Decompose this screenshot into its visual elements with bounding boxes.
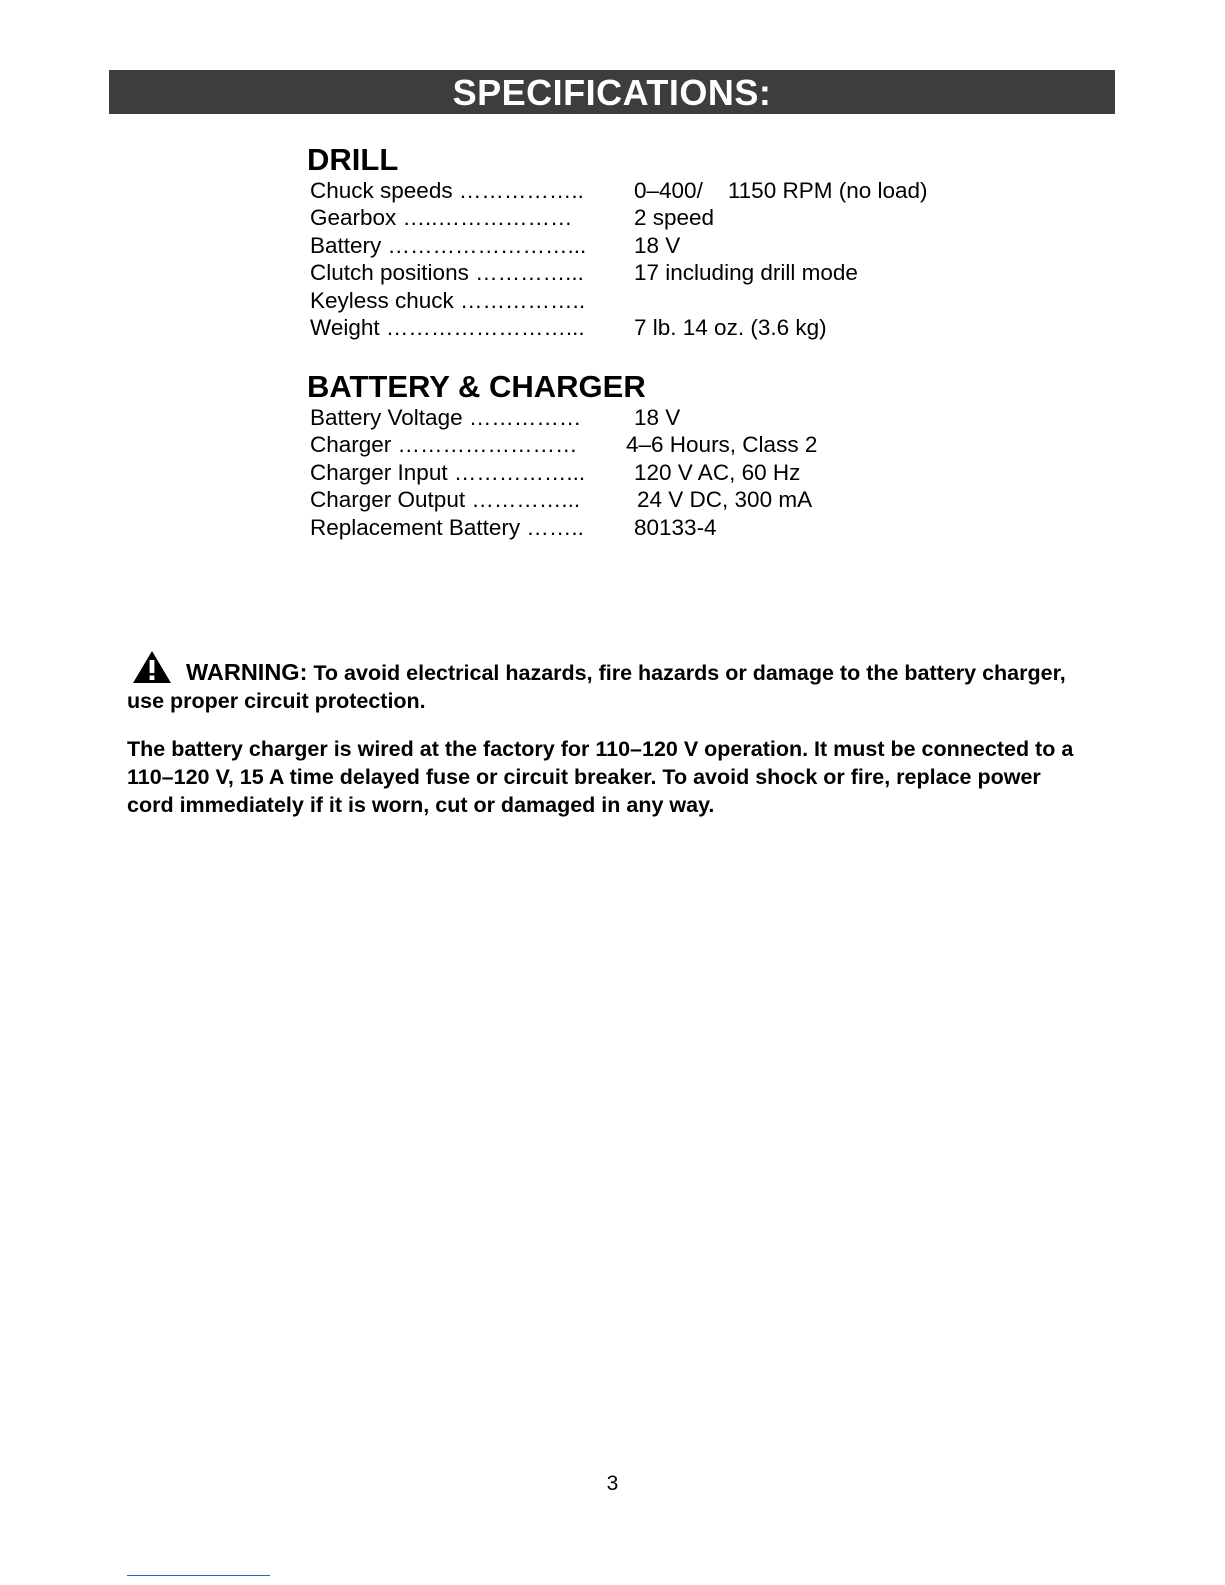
spec-label: Charger Output …………... <box>310 487 581 513</box>
specifications-banner: SPECIFICATIONS: <box>109 70 1115 114</box>
spec-label: Charger Input ……………... <box>310 459 586 485</box>
spec-value: 2 speed <box>634 205 715 231</box>
spec-label: Weight ……………………... <box>310 314 585 340</box>
spec-label: Replacement Battery …….. <box>310 514 584 540</box>
spec-value: 0–400/ 1150 RPM (no load) <box>634 178 928 203</box>
drill-heading: DRILL <box>307 142 399 177</box>
spec-value: 120 V AC, 60 Hz <box>634 459 801 485</box>
spec-value: 4–6 Hours, Class 2 <box>626 432 818 458</box>
spec-label: Keyless chuck …………….. <box>310 287 586 313</box>
spec-label: Clutch positions …………... <box>310 260 584 286</box>
warning-triangle-icon <box>132 650 172 684</box>
spec-label: Charger …………………… <box>310 432 578 458</box>
spec-value: 18 V <box>634 232 681 258</box>
spec-label: Battery Voltage …………… <box>310 405 582 430</box>
warning-paragraph <box>127 650 1087 715</box>
spec-value: 80133-4 <box>634 514 717 540</box>
warning-text: To avoid electrical hazards, fire hazards or damage to the battery charger, use proper circuit protection. <box>127 661 1066 713</box>
spec-value: 17 including drill mode <box>634 260 858 286</box>
warning-label: WARNING: <box>186 659 308 685</box>
spec-value: 7 lb. 14 oz. (3.6 kg) <box>634 314 827 340</box>
battery-charger-heading: BATTERY & CHARGER <box>307 369 646 404</box>
spec-value: 18 V <box>634 405 681 430</box>
spec-label: Battery ……………………... <box>310 232 587 258</box>
page-number: 3 <box>606 1472 619 1495</box>
spec-label: Chuck speeds …………….. <box>310 178 584 203</box>
spec-value: 24 V DC, 300 mA <box>637 487 813 513</box>
footer-divider <box>127 1575 270 1576</box>
spec-label: Gearbox …..……………… <box>310 205 573 231</box>
charger-wiring-note: The battery charger is wired at the factory for 110–120 V operation. It must be connected to a 110–120 V, 15 A time delayed fuse or circuit breaker. To avoid shock or fire, replace power cord immediately if it is worn, cut or damaged in any way. <box>127 737 1074 817</box>
